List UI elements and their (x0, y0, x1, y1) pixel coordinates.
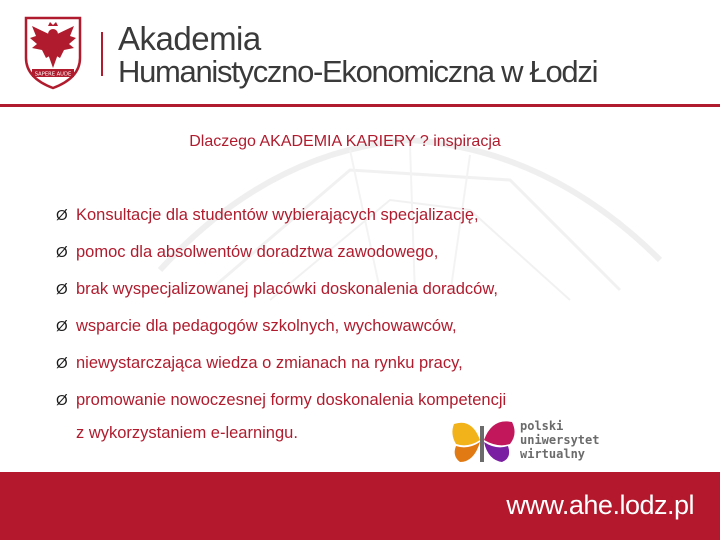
logo-motto: SAPERE AUDE (34, 71, 72, 78)
bullet-text: pomoc dla absolwentów doradztwa zawodowego, (76, 243, 439, 261)
list-item (56, 243, 506, 280)
bullet-text: wsparcie dla pedagogów szkolnych, wychowawców, (76, 317, 457, 335)
header-rule (0, 104, 720, 107)
header-divider (101, 32, 103, 76)
footer (0, 472, 720, 540)
header (0, 0, 720, 104)
bullet-continuation: z wykorzystaniem e-learningu. (76, 424, 298, 442)
partner-logo-line2: uniwersytet (520, 433, 600, 447)
bullet-text: promowanie nowoczesnej formy doskonalenia kompetencji (76, 391, 507, 409)
eagle-emblem-icon (18, 14, 88, 90)
arrow-bullet-icon: Ø (56, 318, 68, 335)
arrow-bullet-icon: Ø (56, 281, 68, 298)
arrow-bullet-icon: Ø (56, 244, 68, 261)
list-item (56, 206, 506, 243)
bullet-text: brak wyspecjalizowanej placówki doskonalenia doradców, (76, 280, 498, 298)
arrow-bullet-icon: Ø (56, 392, 68, 409)
partner-logo-line1: polski (520, 419, 564, 433)
list-item (56, 280, 506, 317)
partner-logo-line3: wirtualny (520, 447, 586, 461)
list-item (56, 354, 506, 391)
bullet-text: Konsultacje dla studentów wybierających specjalizację, (76, 206, 479, 224)
university-name-line2: Humanistyczno-Ekonomiczna w Łodzi (118, 54, 598, 89)
slide-title: Dlaczego AKADEMIA KARIERY ? inspiracja (189, 133, 501, 150)
partner-logo-text (520, 419, 599, 461)
arrow-bullet-icon: Ø (56, 355, 68, 372)
bullet-list (56, 206, 506, 428)
list-item (56, 317, 506, 354)
list-item (56, 391, 506, 428)
website-link[interactable]: www.ahe.lodz.pl (506, 490, 694, 520)
arrow-bullet-icon: Ø (56, 207, 68, 224)
bullet-text: niewystarczająca wiedza o zmianach na rynku pracy, (76, 354, 463, 372)
university-name-line1: Akademia (118, 20, 261, 57)
